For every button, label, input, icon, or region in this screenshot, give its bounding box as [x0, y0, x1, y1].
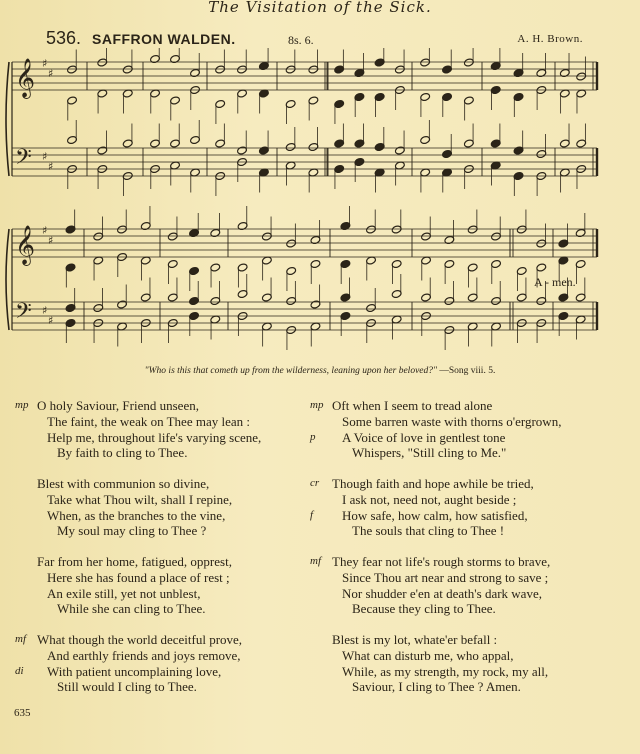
note-head [513, 146, 524, 155]
note-head [310, 300, 321, 309]
note-head [442, 65, 453, 74]
verse [310, 554, 551, 617]
dynamic-marking: f [310, 508, 314, 521]
verse-line [37, 648, 242, 664]
verse-text: With patient uncomplaining love, [47, 663, 222, 679]
note-head [442, 92, 453, 101]
note-head [374, 58, 385, 67]
verse [332, 632, 548, 695]
note-head [237, 289, 248, 298]
note-head [167, 232, 178, 241]
verse-text: Though faith and hope awhile be tried, [332, 476, 534, 491]
verse-text: Since Thou art near and strong to save ; [342, 569, 549, 585]
verse-text: Oft when I seem to tread alone [332, 398, 493, 413]
note-head [170, 96, 181, 105]
bass-clef: 𝄢 [15, 299, 32, 329]
note-head [237, 146, 248, 155]
verse [15, 398, 262, 461]
note-head [559, 139, 570, 148]
note-head [558, 293, 569, 302]
note-head [490, 85, 501, 94]
verse-text: By faith to cling to Thee. [57, 445, 188, 461]
note-head [467, 293, 478, 302]
note-head [286, 296, 297, 305]
note-head [261, 232, 272, 241]
note-head [215, 99, 226, 108]
scripture-quote [0, 366, 640, 376]
note-head [354, 157, 365, 166]
verse-line [15, 632, 243, 648]
note-head [215, 139, 226, 148]
verse-line [310, 429, 561, 446]
note-head [237, 263, 248, 272]
note-head [258, 146, 269, 155]
hymn-number: 536. [46, 28, 82, 48]
brace [6, 62, 9, 176]
note-head [334, 139, 345, 148]
note-head [93, 232, 104, 241]
note-head [340, 293, 351, 302]
note-head [210, 296, 221, 305]
note-head [354, 92, 365, 101]
verse-line [310, 554, 551, 570]
verse-line [37, 476, 232, 492]
verse-line [37, 679, 242, 695]
sharp-sign: ♯ [42, 224, 48, 237]
note-head [285, 65, 296, 74]
note-head [420, 58, 431, 67]
note-head [394, 146, 405, 155]
note-head [334, 99, 345, 108]
note-head [190, 135, 201, 144]
note-head [516, 225, 527, 234]
verse-text: Saviour, I cling to Thee ? Amen. [352, 679, 521, 695]
treble-clef: 𝄞 [15, 58, 36, 98]
note-head [150, 139, 161, 148]
note-head [93, 303, 104, 312]
tune-name: SAFFRON WALDEN. [92, 31, 236, 47]
verse-line [37, 492, 232, 508]
note-head [394, 65, 405, 74]
note-head [122, 65, 133, 74]
scripture-text: "Who is this that cometh up from the wilderness, leaning upon her beloved?" [144, 366, 437, 376]
dynamic-marking: p [310, 430, 316, 443]
sharp-sign: ♯ [48, 160, 54, 173]
brace [6, 229, 9, 330]
note-head [421, 232, 432, 241]
scripture-ref: —Song viii. 5. [439, 366, 496, 376]
amen-label: A - men. [534, 275, 576, 289]
verse-text: O holy Saviour, Friend unseen, [37, 398, 199, 413]
verse-text: The souls that cling to Thee ! [352, 523, 505, 539]
note-head [516, 266, 527, 275]
note-head [340, 259, 351, 268]
verse-line [37, 414, 261, 430]
note-head [237, 65, 248, 74]
verse [310, 398, 562, 461]
verse-line [332, 632, 548, 648]
verse-line [37, 554, 232, 570]
note-head [490, 139, 501, 148]
verse-line [37, 601, 232, 617]
note-head [536, 263, 547, 272]
verse-text: Help me, throughout life's varying scene, [47, 429, 262, 445]
note-head [391, 225, 402, 234]
note-head [491, 232, 502, 241]
verse-line [332, 586, 550, 602]
note-head [575, 259, 586, 268]
note-head [189, 296, 200, 305]
sharp-sign: ♯ [42, 57, 48, 70]
verse-line [332, 445, 561, 461]
verse [15, 632, 243, 695]
note-head [167, 293, 178, 302]
verse-line [332, 492, 534, 508]
note-head [97, 58, 108, 67]
note-head [122, 139, 133, 148]
note-head [354, 139, 365, 148]
note-head [513, 92, 524, 101]
treble-clef: 𝄞 [15, 225, 36, 265]
dynamic-marking: mf [15, 633, 26, 645]
note-head [285, 142, 296, 151]
verse-text: They fear not life's rough storms to brave, [332, 554, 551, 569]
note-head [334, 164, 345, 173]
note-head [536, 239, 547, 248]
note-head [65, 263, 76, 272]
dynamic-marking: mp [310, 399, 324, 411]
note-head [366, 303, 377, 312]
verse-text: Some barren waste with thorns o'ergrown, [342, 413, 562, 429]
verse-text: Whispers, "Still cling to Me." [352, 445, 507, 461]
note-head [285, 99, 296, 108]
note-head [444, 259, 455, 268]
verse-text: Take what Thou wilt, shall I repine, [47, 491, 233, 507]
verse-text: How safe, how calm, how satisfied, [342, 507, 528, 523]
hymn-meter: 8s. 6. [288, 33, 314, 47]
note-head [576, 139, 587, 148]
verse-text: And earthly friends and joys remove, [47, 647, 241, 663]
verse-text: I ask not, need not, aught beside ; [342, 491, 517, 507]
verse-text: The faint, the weak on Thee may lean : [47, 413, 250, 429]
verse-line [37, 430, 261, 446]
note-head [189, 266, 200, 275]
verse-text: An exile still, yet not unblest, [47, 585, 201, 601]
note-head [463, 139, 474, 148]
note-head [391, 259, 402, 268]
note-head [65, 318, 76, 327]
verse-text: Blest is my lot, whate'er befall : [332, 632, 498, 647]
verse-line [310, 476, 534, 492]
verse-text: What can disturb me, who appal, [342, 647, 514, 663]
note-head [513, 171, 524, 180]
page-number: 635 [14, 707, 31, 719]
note-head [421, 293, 432, 302]
note-head [310, 259, 321, 268]
note-head [463, 96, 474, 105]
dynamic-marking: di [15, 664, 24, 677]
note-head [366, 225, 377, 234]
note-head [117, 225, 128, 234]
note-head [467, 263, 478, 272]
note-head [334, 65, 345, 74]
verse-text: While she can cling to Thee. [57, 601, 206, 617]
verse-text: What though the world deceitful prove, [37, 632, 243, 647]
note-head [67, 65, 78, 74]
verse-text: Because they cling to Thee. [352, 601, 496, 617]
note-head [340, 311, 351, 320]
note-head [536, 296, 547, 305]
note-head [467, 225, 478, 234]
dynamic-marking: cr [310, 477, 320, 489]
verse [37, 476, 232, 539]
note-head [516, 293, 527, 302]
music-score [0, 48, 640, 358]
dynamic-marking: mp [15, 399, 29, 411]
note-head [215, 65, 226, 74]
note-head [65, 303, 76, 312]
verse-text: Still would I cling to Thee. [57, 679, 197, 695]
note-head [308, 142, 319, 151]
verse-text: A Voice of love in gentlest tone [342, 429, 506, 445]
sharp-sign: ♯ [42, 150, 48, 163]
note-head [210, 263, 221, 272]
verse-text: Far from her home, fatigued, opprest, [37, 554, 232, 569]
verse-line [310, 507, 534, 524]
note-head [536, 149, 547, 158]
verse-text: Nor shudder e'en at death's dark wave, [342, 585, 542, 601]
note-head [374, 142, 385, 151]
sharp-sign: ♯ [48, 67, 54, 80]
note-head [308, 65, 319, 74]
note-head [558, 239, 569, 248]
verse [37, 554, 232, 617]
bass-clef: 𝄢 [15, 145, 32, 175]
verse-text: While, as my strength, my rock, my all, [342, 663, 549, 679]
verse-line [310, 398, 561, 414]
verse-line [332, 570, 550, 586]
note-head [463, 58, 474, 67]
note-head [442, 149, 453, 158]
verse-line [37, 523, 232, 539]
section-heading: The Visitation of the Sick. [208, 0, 432, 16]
verse-line [332, 523, 534, 539]
note-head [391, 289, 402, 298]
verse-line [37, 445, 261, 461]
verse-line [332, 664, 548, 680]
note-head [189, 311, 200, 320]
verse-line [332, 414, 561, 430]
verse-text: Here she has found a place of rest ; [47, 569, 230, 585]
note-head [167, 259, 178, 268]
verse-text: My soul may cling to Thee ? [57, 523, 207, 539]
note-head [575, 293, 586, 302]
sharp-sign: ♯ [48, 234, 54, 247]
verse-line [37, 570, 232, 586]
verse [310, 476, 534, 539]
note-head [97, 146, 108, 155]
note-head [286, 239, 297, 248]
note-head [558, 311, 569, 320]
note-head [65, 225, 76, 234]
sharp-sign: ♯ [42, 304, 48, 317]
note-head [374, 92, 385, 101]
verse-line [37, 586, 232, 602]
note-head [286, 266, 297, 275]
verse-line [15, 398, 261, 414]
note-head [261, 293, 272, 302]
verse-text: Blest with communion so divine, [37, 476, 210, 491]
note-head [491, 259, 502, 268]
verse-line [332, 601, 550, 617]
note-head [420, 92, 431, 101]
verse-line [332, 648, 548, 664]
verse-line [332, 679, 548, 695]
sharp-sign: ♯ [48, 314, 54, 327]
note-head [444, 296, 455, 305]
note-head [67, 96, 78, 105]
note-head [117, 300, 128, 309]
verse-text: When, as the branches to the vine, [47, 507, 226, 523]
note-head [67, 135, 78, 144]
note-head [491, 296, 502, 305]
note-head [308, 96, 319, 105]
composer: A. H. Brown. [517, 33, 583, 45]
note-head [140, 293, 151, 302]
verse-line [15, 663, 242, 680]
verse-line [37, 508, 232, 524]
note-head [170, 139, 181, 148]
dynamic-marking: mf [310, 555, 321, 567]
note-head [420, 135, 431, 144]
note-head [576, 72, 587, 81]
